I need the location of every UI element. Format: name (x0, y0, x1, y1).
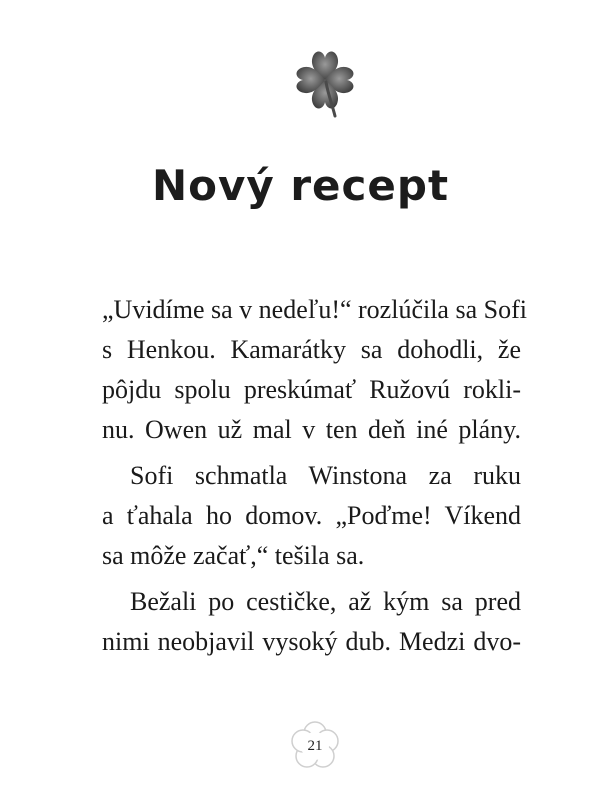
text-line: nimi neobjavil vysoký dub. Medzi dvo- (102, 627, 521, 656)
text-line: sa môže začať,“ tešila sa. (102, 541, 365, 570)
text-line: a ťahala ho domov. „Poďme! Víkend (102, 501, 521, 530)
text-line: Sofi schmatla Winstona za ruku (130, 461, 521, 490)
four-leaf-clover-icon (291, 46, 359, 118)
text-line: nu. Owen už mal v ten deň iné plány. (102, 415, 521, 444)
chapter-title: Nový recept (151, 161, 450, 210)
text-line: s Henkou. Kamarátky sa dohodli, že (102, 335, 521, 364)
text-line: „Uvidíme sa v nedeľu!“ rozlúčila sa Sofi (102, 295, 527, 324)
text-line: pôjdu spolu preskúmať Ružovú rokli- (102, 375, 521, 404)
page-number: 21 (307, 738, 323, 754)
text-line: Bežali po cestičke, až kým sa pred (130, 587, 521, 616)
